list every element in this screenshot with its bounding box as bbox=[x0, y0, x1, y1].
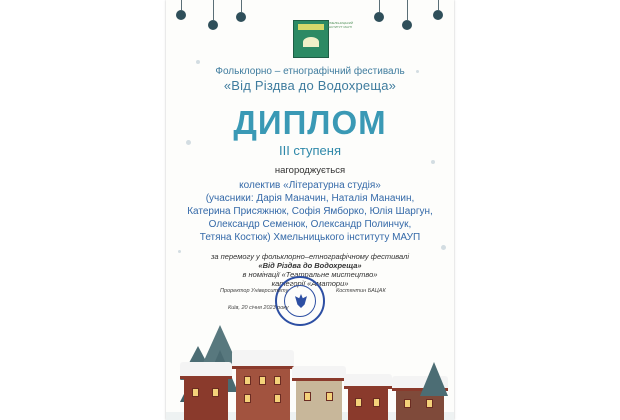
collective-line: колектив «Літературна студія» bbox=[239, 180, 381, 191]
roof-icon bbox=[292, 366, 346, 381]
ornament-string bbox=[181, 0, 182, 10]
official-seal-icon bbox=[275, 276, 325, 326]
ornament-string bbox=[438, 0, 439, 10]
ornament-icon bbox=[236, 12, 246, 22]
window-icon bbox=[244, 376, 251, 385]
festival-name: «Від Різдва до Водохреща» bbox=[223, 78, 397, 93]
window-icon bbox=[212, 388, 219, 397]
window-icon bbox=[304, 392, 311, 401]
house-icon bbox=[296, 380, 342, 420]
trident-icon bbox=[295, 294, 307, 308]
window-icon bbox=[274, 394, 281, 403]
institute-emblem-icon bbox=[293, 20, 329, 58]
issue-date: Київ, 20 січня 2023 року bbox=[228, 305, 289, 311]
window-icon bbox=[244, 394, 251, 403]
ornament-icon bbox=[433, 10, 443, 20]
window-icon bbox=[192, 388, 199, 397]
window-icon bbox=[355, 398, 362, 407]
ornament-icon bbox=[208, 20, 218, 30]
diploma-title: ДИПЛОМ bbox=[233, 104, 387, 141]
reason-line: в номінації «Театральне мистецтво» bbox=[242, 270, 378, 279]
house-icon bbox=[236, 364, 290, 420]
snowflake-icon bbox=[431, 160, 435, 164]
diploma-page bbox=[166, 0, 454, 420]
seal-ring bbox=[284, 285, 316, 317]
collective-line: (учасники: Дарія Маначин, Наталія Маначин, bbox=[205, 193, 415, 204]
window-icon bbox=[259, 376, 266, 385]
window-icon bbox=[404, 399, 411, 408]
signatory-name: Костянтин БАЦАК bbox=[336, 288, 386, 294]
roof-icon bbox=[344, 374, 392, 389]
snowflake-icon bbox=[196, 60, 200, 64]
emblem-crown-icon bbox=[298, 24, 324, 30]
ornament-string bbox=[407, 0, 408, 20]
emblem-book-icon bbox=[303, 37, 319, 47]
collective-line: Тетяна Костюк) Хмельницького інституту МАУП bbox=[199, 232, 421, 243]
roof-icon bbox=[180, 362, 232, 379]
collective-line: Олександр Семенюк, Олександр Полинчук, bbox=[208, 219, 412, 230]
ornament-icon bbox=[176, 10, 186, 20]
ornament-string bbox=[213, 0, 214, 20]
signatory-title: Проректор Університету bbox=[220, 288, 289, 294]
collective-line: Катерина Присяжнюк, Софія Ямборко, Юлія Шаргун, bbox=[187, 206, 433, 217]
awarded-text: нагороджується bbox=[274, 165, 346, 176]
ornament-icon bbox=[374, 12, 384, 22]
ornament-icon bbox=[402, 20, 412, 30]
house-icon bbox=[348, 388, 388, 420]
snowflake-icon bbox=[441, 245, 446, 250]
fir-tree-icon bbox=[420, 362, 448, 396]
ornament-string bbox=[241, 0, 242, 12]
window-icon bbox=[426, 399, 433, 408]
house-icon bbox=[184, 376, 228, 420]
ornament-string bbox=[379, 0, 380, 12]
emblem-caption: ХМЕЛЬНИЦЬКИЙ ІНСТИТУТ МАУП bbox=[328, 21, 354, 29]
roof-icon bbox=[232, 350, 294, 369]
window-icon bbox=[326, 392, 333, 401]
reason-line: категорії «Аматори» bbox=[271, 279, 349, 288]
reason-line: за перемогу у фольклорно–етнографічному фестивалі bbox=[210, 252, 410, 261]
diploma-degree: ІІІ ступеня bbox=[278, 143, 342, 158]
window-icon bbox=[373, 398, 380, 407]
reason-line: «Від Різдва до Водохреща» bbox=[258, 261, 362, 270]
festival-subtitle: Фольклорно – етнографічний фестиваль bbox=[215, 66, 405, 77]
window-icon bbox=[274, 376, 281, 385]
